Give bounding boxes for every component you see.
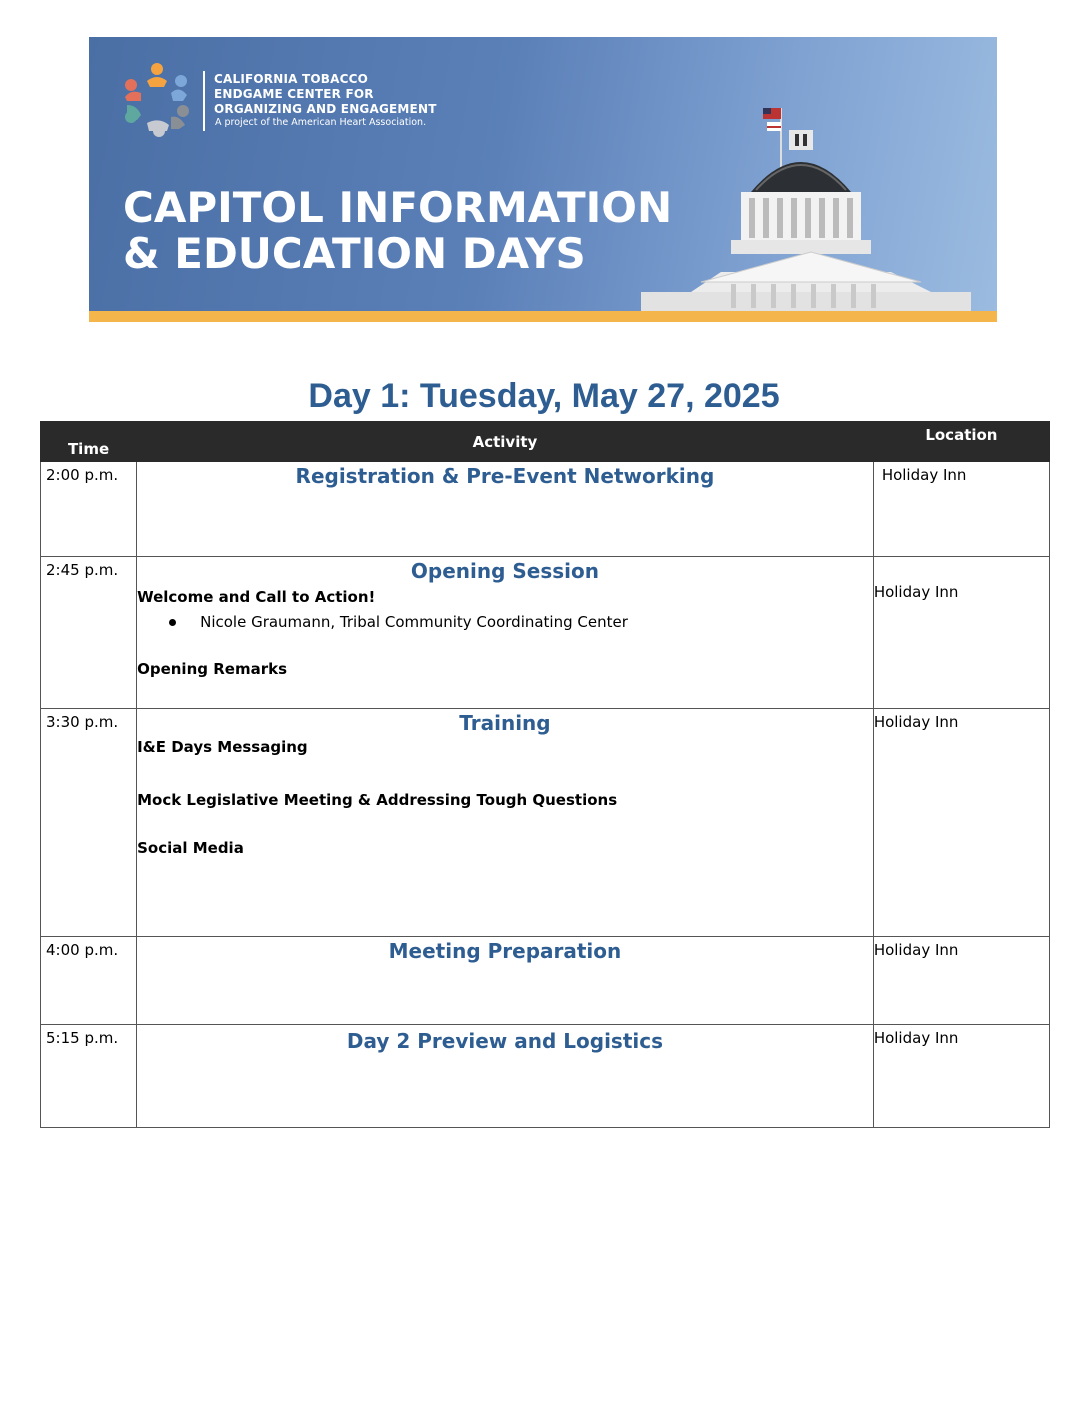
logo-divider [203,71,205,131]
activity-cell [137,1025,874,1128]
header-banner [89,37,997,311]
table-row [41,937,1050,1025]
location-cell: Holiday Inn [873,557,1049,709]
header-location: Location [873,422,1049,462]
location-cell: Holiday Inn [873,937,1049,1025]
activity-title: Meeting Preparation [388,939,622,963]
org-line-2: ENDGAME CENTER FOR [214,87,374,101]
bullet-text: Nicole Graumann, Tribal Community Coordinating Center [200,613,628,631]
organization-logo [119,61,195,141]
banner-title-line-2: & EDUCATION DAYS [123,229,586,278]
activity-subheading: Welcome and Call to Action! [137,588,376,606]
banner-title [123,185,672,277]
org-line-1: CALIFORNIA TOBACCO [214,72,369,86]
activity-item: Mock Legislative Meeting & Addressing Tough Questions [137,791,618,809]
activity-title: Opening Session [410,559,599,583]
header-activity: Activity [137,422,874,462]
activity-item: I&E Days Messaging [137,738,308,756]
organization-subline: A project of the American Heart Association. [215,117,427,128]
activity-title: Registration & Pre-Event Networking [295,464,715,488]
header-time: Time [41,422,137,462]
time-cell: 5:15 p.m. [41,1025,137,1128]
activity-title: Training [459,711,551,735]
bullet-icon [169,619,176,626]
activity-subheading: Opening Remarks [137,660,287,678]
table-row [41,557,1050,709]
table-row [41,462,1050,557]
activity-item: Social Media [137,839,244,857]
location-cell: Holiday Inn [873,1025,1049,1128]
list-item [169,613,873,631]
time-cell: 3:30 p.m. [41,709,137,937]
time-cell: 2:00 p.m. [41,462,137,557]
table-row [41,1025,1050,1128]
table-row [41,709,1050,937]
location-cell: Holiday Inn [873,709,1049,937]
time-cell: 2:45 p.m. [41,557,137,709]
banner-accent-stripe [89,311,997,322]
schedule-table [40,421,1050,1128]
activity-cell [137,462,874,557]
time-cell: 4:00 p.m. [41,937,137,1025]
location-cell: Holiday Inn [873,462,1049,557]
activity-cell [137,557,874,709]
organization-name [214,72,437,117]
activity-cell [137,709,874,937]
activity-title: Day 2 Preview and Logistics [346,1029,663,1053]
day-heading: Day 1: Tuesday, May 27, 2025 [308,377,780,415]
activity-cell [137,937,874,1025]
org-line-3: ORGANIZING AND ENGAGEMENT [214,102,437,116]
capitol-building-image [641,102,971,311]
table-header-row [41,422,1050,462]
banner-title-line-1: CAPITOL INFORMATION [123,183,673,232]
